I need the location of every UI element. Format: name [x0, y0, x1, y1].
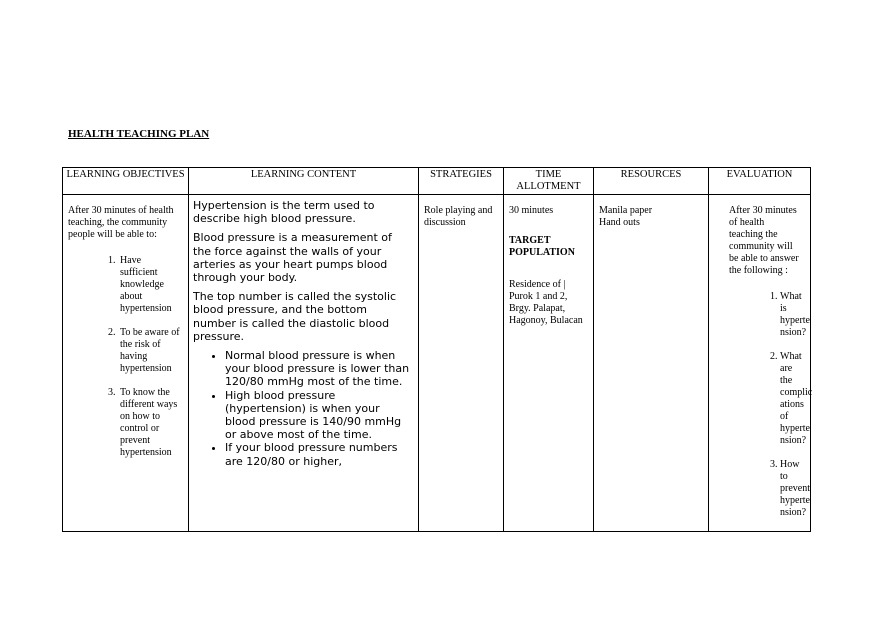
content-cell [189, 195, 419, 532]
target-population-label: TARGET POPULATION [509, 235, 575, 258]
header-learning-content: LEARNING CONTENT [189, 168, 419, 195]
evaluation-list [729, 291, 813, 519]
health-teaching-plan-table [62, 167, 811, 532]
content-bullet: • Normal blood pressure is when your blood pressure is lower than 120/80 mmHg most of the time. [225, 349, 412, 389]
page-title: HEALTH TEACHING PLAN [68, 128, 210, 140]
strategies-cell [419, 195, 504, 532]
objective-item: 2. To be aware of the risk of having hypertension [118, 327, 180, 375]
table-header-row [63, 168, 811, 195]
header-learning-objectives: LEARNING OBJECTIVES [63, 168, 189, 195]
content-bullet-list [193, 349, 412, 468]
objective-item: 1. Have sufficient knowledge about hypertension [118, 255, 180, 315]
content-paragraph: The top number is called the systolic blood pressure, and the bottom number is called the diastolic blood pressure. [193, 290, 397, 343]
strategies-text: Role playing and discussion [424, 205, 493, 228]
time-allotment-cell [504, 195, 594, 532]
objectives-cell [63, 195, 189, 532]
evaluation-cell [709, 195, 811, 532]
resource-item: Manila paper [599, 205, 653, 216]
content-paragraph: Hypertension is the term used to describe high blood pressure. [193, 199, 375, 226]
objective-item: 3. To know the different ways on how to control or prevent hypertension [118, 387, 180, 459]
evaluation-item: 3. How to prevent hyperte nsion? [780, 459, 800, 519]
content-bullet: • High blood pressure (hypertension) is when your blood pressure is 140/90 mmHg or above most of the time. [225, 389, 412, 442]
evaluation-item: 1. What is hyperte nsion? [780, 291, 800, 339]
objectives-list [68, 255, 180, 459]
header-evaluation: EVALUATION [709, 168, 811, 195]
evaluation-intro: After 30 minutes of health teaching the community will be able to answer the following : [729, 205, 799, 276]
table-row [63, 195, 811, 532]
time-duration: 30 minutes [509, 205, 554, 216]
content-paragraph: Blood pressure is a measurement of the force against the walls of your arteries as your heart pumps blood through your body. [193, 231, 392, 285]
objectives-intro: After 30 minutes of health teaching, the community people will be able to: [68, 205, 174, 240]
resource-item: Hand outs [599, 217, 640, 228]
content-bullet: • If your blood pressure numbers are 120/80 or higher, [225, 441, 412, 467]
evaluation-item: 2. What are the complic ations of hyperte nsion? [780, 351, 800, 447]
header-strategies: STRATEGIES [419, 168, 504, 195]
header-time-allotment: TIME ALLOTMENT [504, 168, 594, 195]
residence-text: Residence of | Purok 1 and 2, Brgy. Palapat, Hagonoy, Bulacan [509, 279, 583, 326]
header-resources: RESOURCES [594, 168, 709, 195]
resources-cell [594, 195, 709, 532]
